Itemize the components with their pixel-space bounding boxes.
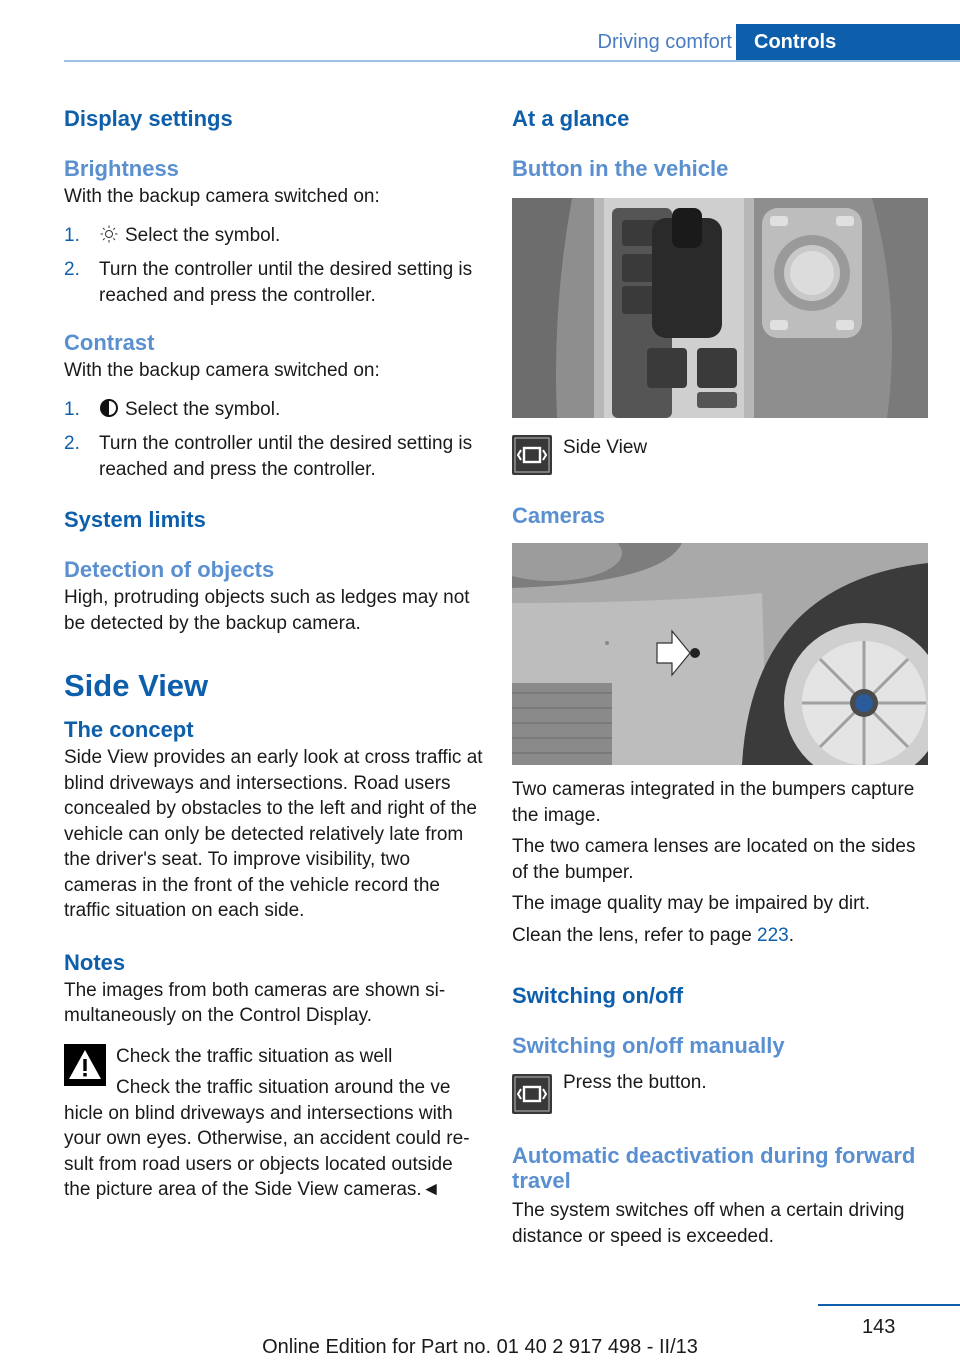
step-text: Select the symbol. <box>125 398 281 420</box>
side-view-title: Side View <box>64 668 209 703</box>
cameras-heading: Cameras <box>512 503 605 528</box>
system-limits-heading: System limits <box>64 507 206 532</box>
detection-heading: Detection of objects <box>64 557 275 582</box>
brightness-steps <box>64 223 484 309</box>
page-number: 143 <box>862 1316 896 1338</box>
notes-text: The images from both cameras are shown simultaneously on the Control Display. <box>64 979 446 1026</box>
clean-prefix: Clean the lens, refer to page <box>512 924 758 946</box>
at-a-glance-heading: At a glance <box>512 106 630 131</box>
left-column <box>64 100 484 1203</box>
step-text: Turn the controller until the desired setting is reached and press the controller. <box>99 433 473 480</box>
step-number: 1. <box>64 398 80 420</box>
warning-body <box>64 1075 484 1203</box>
press-button-row <box>512 1070 928 1118</box>
cameras-p3: The image quality may be impaired by dirt. <box>512 893 870 914</box>
concept-text: Side View provides an early look at cross traffic at blind driveways and intersections. Road users concealed by obstacles to the left and right of the vehicle can only be detected relatively late from the driver's seat. To improve visibility, two cameras in the front of the vehicle record the traffic situation on each side. <box>64 747 483 921</box>
warning-icon <box>64 1044 106 1091</box>
concept-heading: The concept <box>64 717 194 742</box>
list-item <box>64 397 484 426</box>
center-console-photo <box>512 198 928 418</box>
clean-suffix: . <box>788 924 795 946</box>
side-view-camera-icon <box>512 1074 552 1114</box>
side-view-camera-icon <box>512 435 552 475</box>
cameras-p2: The two camera lenses are located on the sides of the bumper. <box>512 836 916 883</box>
switching-manual-heading: Switching on/off manually <box>512 1033 785 1058</box>
header-section-label: Driving comfort <box>597 31 732 53</box>
sun-icon <box>99 224 119 252</box>
step-number: 2. <box>64 433 80 454</box>
header-rule <box>64 60 960 62</box>
contrast-intro: With the backup camera switched on: <box>64 360 380 381</box>
warning-body-first-line: Check the traffic situation around the ve <box>116 1077 451 1098</box>
bumper-camera-photo <box>512 543 928 765</box>
brightness-heading: Brightness <box>64 156 179 181</box>
step-number: 2. <box>64 259 80 280</box>
right-column <box>512 100 928 1249</box>
page-reference-link[interactable]: 223 <box>757 924 789 946</box>
automatic-deactivation-text: The system switches off when a certain driving distance or speed is exceeded. <box>512 1200 905 1247</box>
list-item <box>64 223 484 252</box>
press-button-text: Press the button. <box>563 1072 707 1093</box>
contrast-steps <box>64 397 484 483</box>
warning-body-rest: hicle on blind driveways and intersections with your own eyes. Otherwise, an accident could result from road users or objects located outside the picture area of the Side View cameras.◄ <box>64 1102 470 1200</box>
step-text: Turn the controller until the desired setting is reached and press the controller. <box>99 259 473 306</box>
side-view-button-row <box>512 435 928 483</box>
footer-rule <box>818 1304 960 1306</box>
side-view-label: Side View <box>563 437 648 458</box>
cameras-p1: Two cameras integrated in the bumpers capture the image. <box>512 779 915 826</box>
warning-title: Check the traffic situation as well <box>116 1045 393 1067</box>
clean-lens-text <box>512 923 928 949</box>
list-item <box>64 431 484 482</box>
brightness-intro: With the backup camera switched on: <box>64 186 380 207</box>
display-settings-heading: Display settings <box>64 106 233 131</box>
step-number: 1. <box>64 224 80 246</box>
header-chapter-tab: Controls <box>736 24 960 61</box>
step-text: Select the symbol. <box>125 224 281 246</box>
button-in-vehicle-heading: Button in the vehicle <box>512 156 729 181</box>
detection-text: High, protruding objects such as ledges may not be detected by the backup camera. <box>64 587 470 634</box>
notes-heading: Notes <box>64 949 126 975</box>
contrast-icon <box>99 398 119 426</box>
warning-block <box>64 1044 484 1203</box>
contrast-heading: Contrast <box>64 330 155 355</box>
switching-heading: Switching on/off <box>512 983 684 1008</box>
automatic-deactivation-heading: Automatic deactivation during forward travel <box>512 1143 916 1193</box>
footer-edition: Online Edition for Part no. 01 40 2 917 498 - II/13 <box>262 1336 698 1358</box>
list-item <box>64 257 484 308</box>
